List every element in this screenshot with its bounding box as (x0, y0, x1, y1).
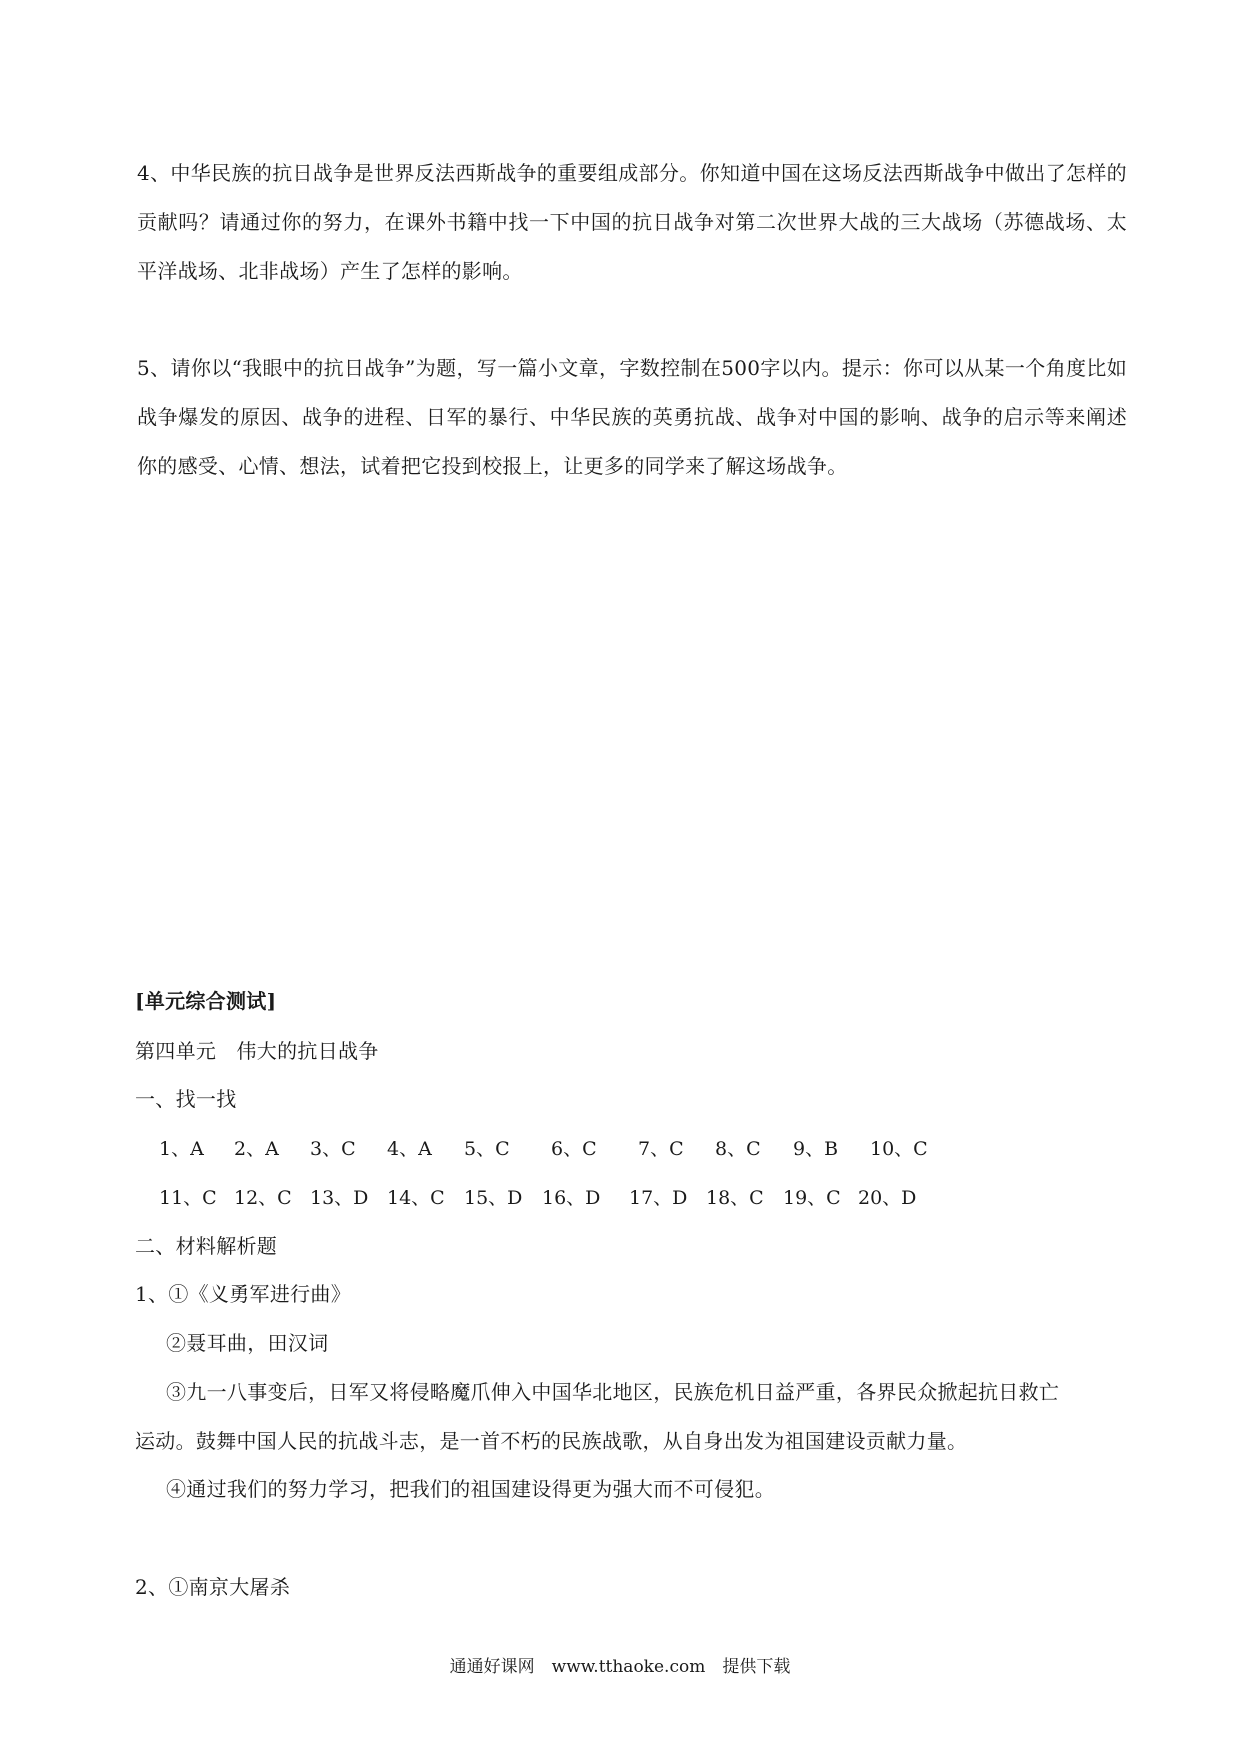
answer-item: 9、B (793, 1138, 839, 1160)
answer-item: 2、A (234, 1138, 279, 1160)
answer-key-heading: [单元综合测试] (135, 989, 277, 1013)
answer-item: 20、D (858, 1187, 917, 1209)
answer-item: 14、C (387, 1187, 445, 1209)
answer-1-d: ④通过我们的努力学习，把我们的祖国建设得更为强大而不可侵犯。 (166, 1477, 775, 1501)
answer-item: 19、C (783, 1187, 841, 1209)
answer-item: 10、C (870, 1138, 928, 1160)
answer-item: 8、C (715, 1138, 761, 1160)
answer-item: 4、A (387, 1138, 432, 1160)
answer-1-c-line-2: 运动。鼓舞中国人民的抗战斗志，是一首不朽的民族战歌，从自身出发为祖国建设贡献力量。 (135, 1429, 968, 1453)
answer-item: 16、D (542, 1187, 601, 1209)
page-footer: 通通好课网 www.tthaoke.com 提供下载 (449, 1657, 791, 1677)
answer-1-b: ②聂耳曲，田汉词 (166, 1331, 329, 1355)
answer-item: 5、C (464, 1138, 510, 1160)
section-1-title: 一、找一找 (135, 1087, 237, 1111)
answer-item: 11、C (159, 1187, 217, 1209)
answer-item: 15、D (464, 1187, 523, 1209)
answer-item: 18、C (706, 1187, 764, 1209)
answer-1-c-line-1: ③九一八事变后，日军又将侵略魔爪伸入中国华北地区，民族危机日益严重，各界民众掀起抗日救亡 (166, 1380, 1060, 1404)
answer-item: 12、C (234, 1187, 292, 1209)
answer-item: 1、A (159, 1138, 204, 1160)
question-5: 5、请你以“我眼中的抗日战争”为题，写一篇小文章，字数控制在500字以内。提示：你可以从某一个角度比如战争爆发的原因、战争的进程、日军的暴行、中华民族的英勇抗战、战争对中国的影响、战争的启示等来阐述你的感受、心情、想法，试着把它投到校报上，让更多的同学来了解这场战争。 (137, 356, 1127, 478)
answer-2-a: 2、①南京大屠杀 (135, 1575, 291, 1599)
answer-item: 17、D (629, 1187, 688, 1209)
answer-item: 6、C (551, 1138, 597, 1160)
answer-item: 3、C (310, 1138, 356, 1160)
section-2-title: 二、材料解析题 (135, 1234, 278, 1258)
unit-title: 第四单元 伟大的抗日战争 (135, 1039, 379, 1063)
answer-item: 7、C (638, 1138, 684, 1160)
question-4: 4、中华民族的抗日战争是世界反法西斯战争的重要组成部分。你知道中国在这场反法西斯战争中做出了怎样的贡献吗？请通过你的努力，在课外书籍中找一下中国的抗日战争对第二次世界大战的三大战场（苏德战场、太平洋战场、北非战场）产生了怎样的影响。 (137, 161, 1127, 283)
answer-item: 13、D (310, 1187, 369, 1209)
answer-1-a: 1、①《义勇军进行曲》 (135, 1282, 352, 1306)
